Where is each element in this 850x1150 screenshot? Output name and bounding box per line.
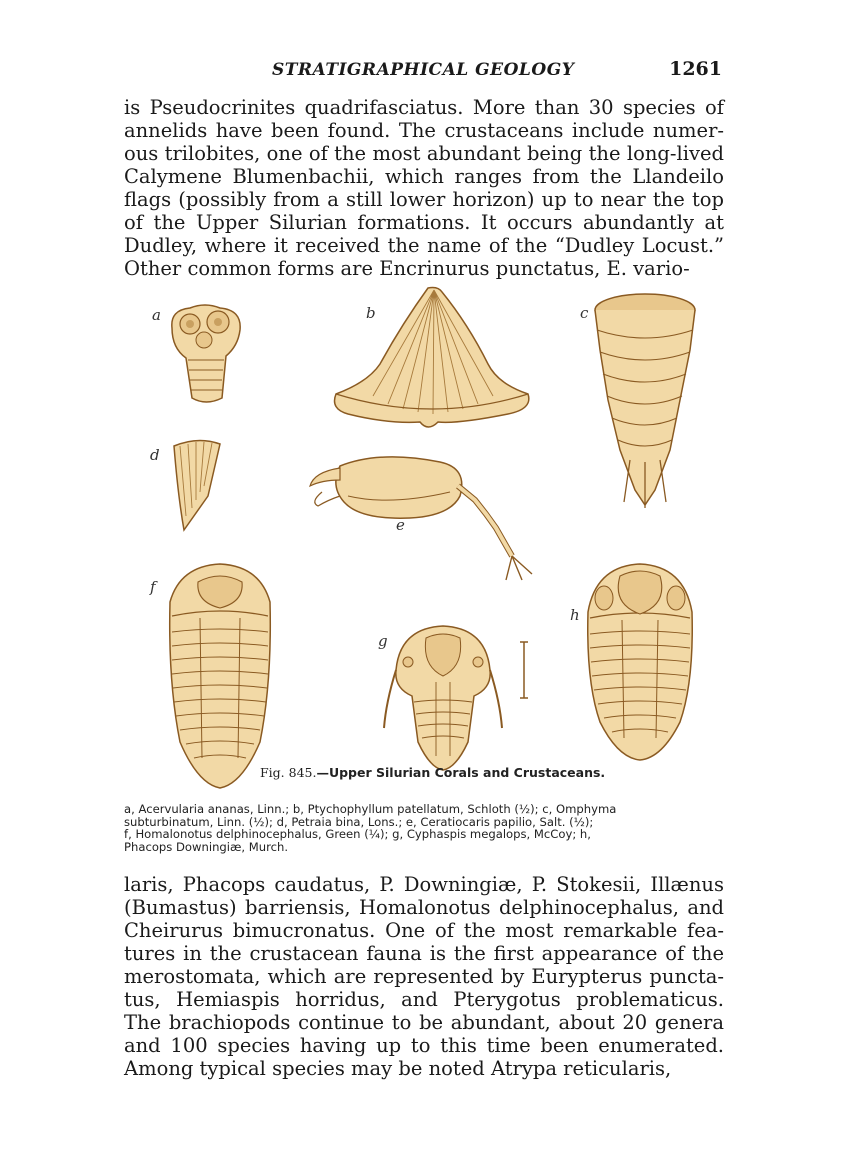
figure-label-g: g (378, 632, 388, 650)
acervularia-coral-illustration (160, 298, 250, 408)
text-line: annelids have been found. The crustaceans include numer- (124, 119, 724, 142)
running-title: STRATIGRAPHICAL GEOLOGY (272, 60, 575, 80)
petraia-coral-illustration (168, 436, 228, 536)
text-line: flags (possibly from a still lower horizon) up to near the top (124, 188, 724, 211)
figure-number: Fig. 845. (260, 765, 317, 780)
text-line: Cheirurus bimucronatus. One of the most remarkable fea- (124, 919, 724, 942)
bottom-paragraph (124, 873, 724, 1080)
top-paragraph (124, 96, 724, 280)
text-line: laris, Phacops caudatus, P. Downingiæ, P. Stokesii, Illænus (124, 873, 724, 896)
figure-label-e: e (396, 516, 405, 534)
ceratiocaris-crustacean-illustration (300, 446, 550, 586)
text-line: Among typical species may be noted Atrypa reticularis, (124, 1057, 672, 1080)
text-line: (Bumastus) barriensis, Homalonotus delphinocephalus, and (124, 896, 724, 919)
figure-label-h: h (570, 606, 580, 624)
text-line: and 100 species having up to this time been enumerated. (124, 1034, 724, 1057)
cyphaspis-trilobite-illustration (378, 622, 508, 772)
caption-line: f, Homalonotus delphinocephalus, Green (¼); g, Cyphaspis megalops, McCoy; h, (124, 827, 591, 841)
text-line: Calymene Blumenbachii, which ranges from the Llandeilo (124, 165, 724, 188)
figure-label-d: d (150, 446, 160, 464)
figure-label-f: f (150, 578, 156, 596)
page-number: 1261 (669, 58, 722, 80)
figure-label-b: b (366, 304, 376, 322)
text-line: of the Upper Silurian formations. It occurs abundantly at (124, 211, 724, 234)
text-line: The brachiopods continue to be abundant, about 20 genera (124, 1011, 724, 1034)
text-line: Dudley, where it received the name of the “Dudley Locust.” (124, 234, 724, 257)
text-line: tures in the crustacean fauna is the first appearance of the (124, 942, 724, 965)
figure-label-a: a (152, 306, 161, 324)
figure-caption-body (124, 803, 726, 853)
phacops-trilobite-illustration (580, 562, 700, 762)
caption-line: subturbinatum, Linn. (½); d, Petraia bina, Lons.; e, Ceratiocaris papilio, Salt. (½); (124, 814, 594, 829)
text-line: merostomata, which are represented by Eurypterus puncta- (124, 965, 724, 988)
caption-line: Phacops Downingiæ, Murch. (124, 839, 289, 854)
text-line: tus, Hemiaspis horridus, and Pterygotus problematicus. (124, 988, 724, 1011)
figure-caption-heading: —Upper Silurian Corals and Crustaceans. (316, 765, 606, 780)
omphyma-coral-illustration (590, 290, 700, 510)
fossil-figure (120, 288, 730, 768)
ptychophyllum-coral-illustration (328, 284, 538, 434)
caption-line: a, Acervularia ananas, Linn.; b, Ptychophyllum patellatum, Schloth (½); c, Omphyma (124, 802, 617, 816)
text-line: ous trilobites, one of the most abundant being the long-lived (124, 142, 724, 165)
figure-caption-title (260, 765, 660, 780)
text-line: is Pseudocrinites quadrifasciatus. More than 30 species of (124, 96, 724, 119)
running-head (122, 60, 722, 84)
scale-bar-icon (518, 640, 530, 700)
text-line: Other common forms are Encrinurus punctatus, E. vario- (124, 257, 690, 280)
homalonotus-trilobite-illustration (160, 562, 280, 792)
figure-label-c: c (580, 304, 589, 322)
